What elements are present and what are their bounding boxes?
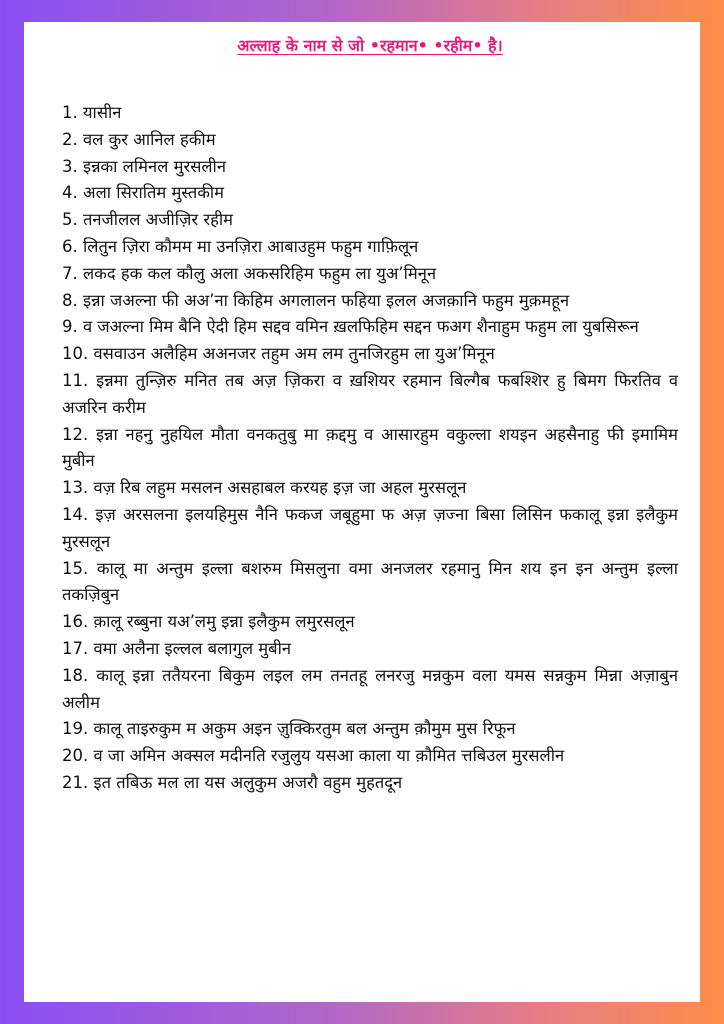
verse-6: 6. लितुन ज़िरा कौमम मा उनज़िरा आबाउहुम फहुम गाफ़िलून <box>62 236 419 256</box>
verse-21: 21. इत तबिऊ मल ला यस अलुकुम अजरौ वहुम मुहतदून <box>62 772 403 792</box>
verse-11: 11. इन्नमा तुन्ज़िरु मनित तब अज़ ज़िकरा व ख़शियर रहमान बिल्गैब फबश्शिर हु बिमग फिरतिव व अजरिन करीम <box>62 370 678 417</box>
verse-5: 5. तनजीलल अजीज़िर रहीम <box>62 210 233 230</box>
page-title: अल्लाह के नाम से जो •रहमान• •रहीम• है। <box>237 36 503 55</box>
verse-3: 3. इन्नका लमिनल मुरसलीन <box>62 156 226 176</box>
verse-13: 13. वज़ रिब लहुम मसलन असहाबल करयह इज़ जा अहल मुरसलून <box>62 478 467 498</box>
verse-20: 20. व जा अमिन अक्सल मदीनति रजुलुय यसआ काला या क़ौमित त्तबिउल मुरसलीन <box>62 746 565 766</box>
verse-1: 1. यासीन <box>62 103 122 122</box>
verse-7: 7. लकद हक कल कौलु अला अकसरिहिम फहुम ला युअ’मिनून <box>62 263 437 283</box>
verse-list <box>62 100 678 797</box>
verse-9: 9. व जअल्ना मिम बैनि ऐदी हिम सद्दव वमिन ख़लफिहिम सद्दन फअग शैनाहुम फहुम ला युबसिरून <box>62 317 639 337</box>
verse-12: 12. इन्ना नहनु नुहयिल मौता वनकतुबु मा क़द्दमु व आसारहुम वकुल्ला शयइन अहसैनाहु फी इमामिम मुबीन <box>62 424 678 471</box>
verse-2: 2. वल कुर आनिल हकीम <box>62 129 216 149</box>
verse-15: 15. कालू मा अन्तुम इल्ला बशरुम मिसलुना वमा अनजलर रहमानु मिन शय इन इन अन्तुम इल्ला तकज़िबुन <box>62 558 678 605</box>
verse-19: 19. कालू ताइरुकुम म अकुम अइन ज़ुक्किरतुम बल अन्तुम क़ौमुम मुस रिफून <box>62 719 516 739</box>
verse-17: 17. वमा अलैना इल्लल बलागुल मुबीन <box>62 638 291 658</box>
verse-16: 16. क़ालू रब्बुना यअ’लमु इन्ना इलैकुम लमुरसलून <box>62 612 355 632</box>
verse-8: 8. इन्ना जअल्ना फी अअ’ना किहिम अगलालन फहिया इलल अजक़ानि फहुम मुक़महून <box>62 290 570 310</box>
verse-4: 4. अला सिरातिम मुस्तकीम <box>62 183 225 203</box>
verse-14: 14. इज़ अरसलना इलयहिमुस नैनि फकज जबूहुमा फ अज़ ज़ज्ना बिसा लिसिन फकालू इन्ना इलैकुम मुरसलून <box>62 504 678 551</box>
verse-18: 18. कालू इन्ना ततैयरना बिकुम लइल लम तनतहू लनरजु मन्नकुम वला यमस सन्नकुम मिन्ना अज़ाबुन अलीम <box>62 665 678 712</box>
page-sheet <box>24 22 700 1002</box>
verse-10: 10. वसवाउन अलैहिम अअनजर तहुम अम लम तुनजिरहुम ला युअ’मिनून <box>62 344 495 364</box>
